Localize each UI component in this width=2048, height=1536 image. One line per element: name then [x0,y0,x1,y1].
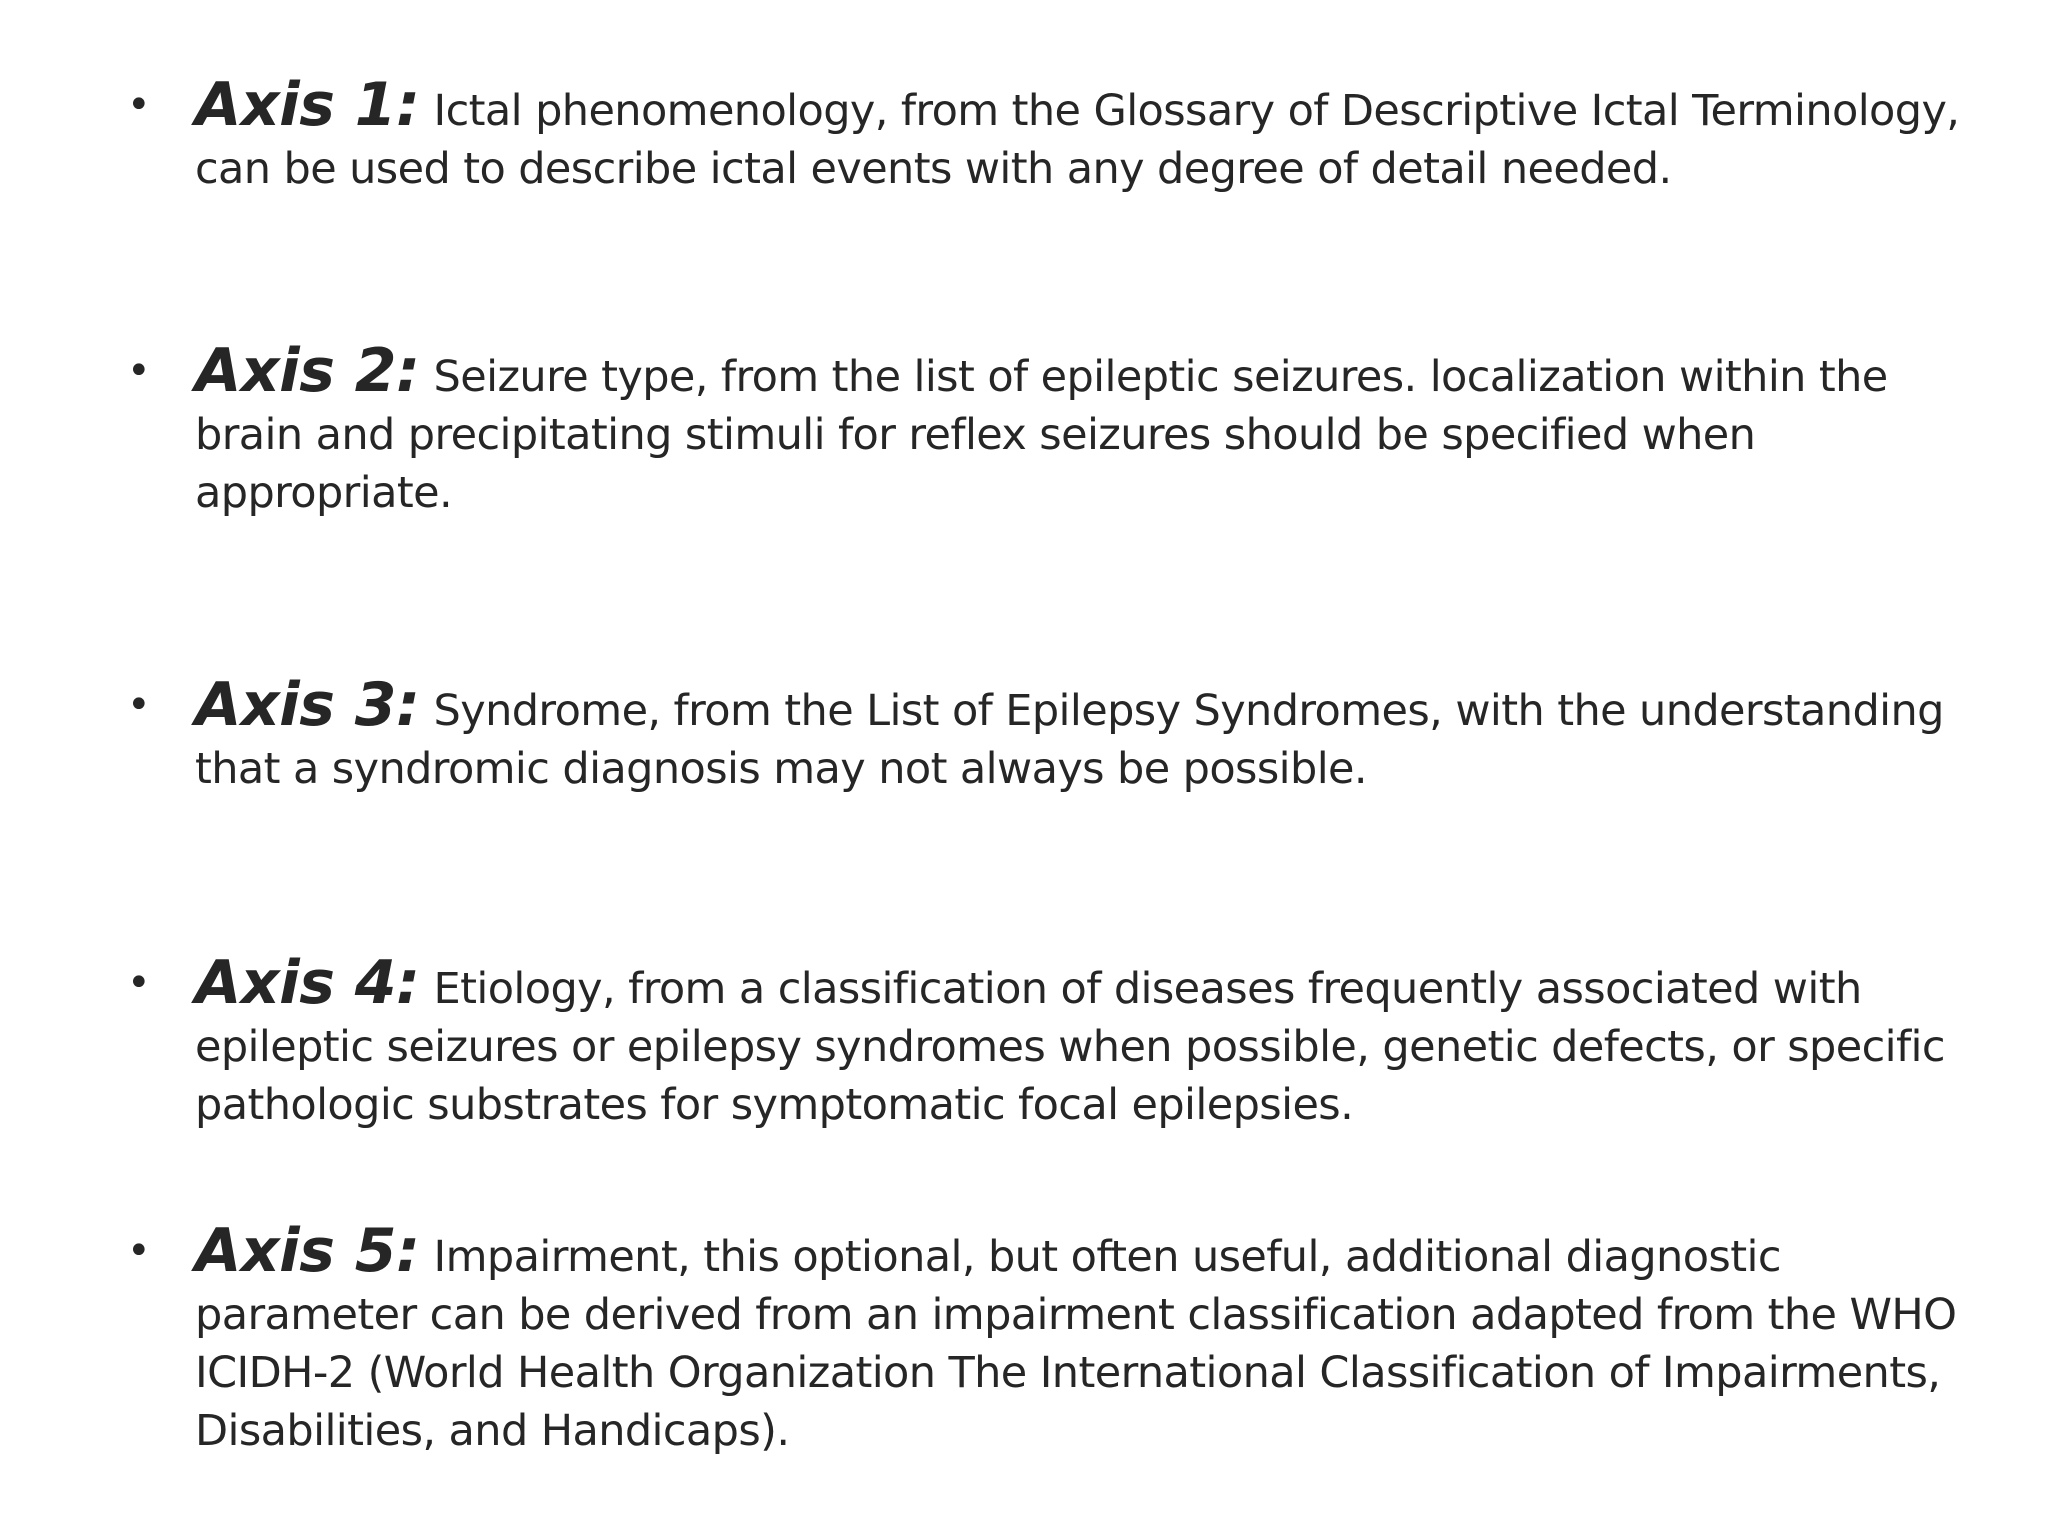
axis-description: Syndrome, from the List of Epilepsy Syndromes, with the understanding that a syndromic diagnosis may not always be possible. [195,686,1944,794]
bullet-icon: • [127,82,150,128]
bullet-icon: • [127,348,150,394]
list-item-axis-5 [127,1216,1975,1460]
axis-description: Seizure type, from the list of epileptic seizures. localization within the brain and precipitating stimuli for reflex seizures should be specified when appropriate. [195,352,1888,518]
axis-label: Axis 2: [195,336,420,406]
axis-label: Axis 3: [195,670,420,740]
list-item-axis-3 [127,670,1975,798]
axis-label: Axis 4: [195,948,420,1018]
axis-description: Impairment, this optional, but often useful, additional diagnostic parameter can be derived from an impairment classification adapted from the WHO ICIDH-2 (World Health Organization The International Classification of Impairments, Disabilities, and Handicaps). [195,1232,1957,1456]
axis-description: Ictal phenomenology, from the Glossary of Descriptive Ictal Terminology, can be used to describe ictal events with any degree of detail needed. [195,86,1960,194]
axis-description: Etiology, from a classification of diseases frequently associated with epileptic seizures or epilepsy syndromes when possible, genetic defects, or specific pathologic substrates for symptomatic focal epilepsies. [195,964,1945,1130]
list-item-axis-2 [127,336,1975,522]
axis-label: Axis 5: [195,1216,420,1286]
axis-label: Axis 1: [195,70,420,140]
bullet-icon: • [127,960,150,1006]
bullet-icon: • [127,682,150,728]
list-item-axis-1 [127,70,1975,198]
list-item-axis-4 [127,948,1975,1134]
bullet-icon: • [127,1228,150,1274]
